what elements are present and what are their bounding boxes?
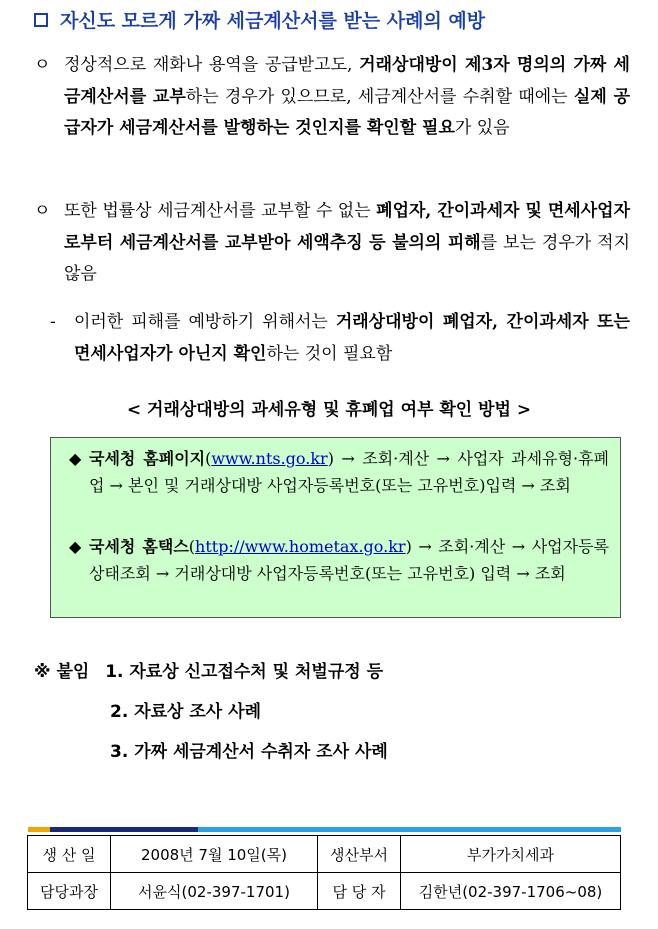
check-method-box	[50, 437, 621, 618]
text-run: 정상적으로 재화나 용역을 공급받고도,	[64, 55, 360, 75]
method-item-1-text	[89, 446, 609, 499]
method-item-2	[69, 534, 609, 587]
diamond-bullet-icon: ◆	[69, 449, 82, 468]
page-title	[34, 6, 485, 33]
circle-bullet: ㅇ	[34, 55, 51, 75]
method-steps: ) → 조회·계산 → 사업자 과세유형·휴폐업 → 본인 및 거래상대방 사업자등록번호(또는 고유번호)입력 → 조회	[89, 449, 609, 495]
attachment-item: 3. 가짜 세금계산서 수취자 조사 사례	[110, 742, 388, 762]
attachment-prefix: ※ 붙임	[34, 662, 90, 682]
paragraph-2	[34, 196, 630, 291]
value-cell: 서윤식(02-397-1701)	[111, 873, 318, 910]
dash-paragraph	[50, 307, 630, 370]
text-run: 하는 경우가 있으므로, 세금계산서를 수취할 때에는	[185, 86, 574, 107]
paragraph-1	[34, 50, 630, 145]
method-item-1	[69, 446, 609, 499]
checkbox-square-icon	[34, 13, 48, 27]
method-steps: ) → 조회·계산 → 사업자등록상태조회 → 거래상대방 사업자등록번호(또는 고유번호) 입력 → 조회	[89, 537, 610, 583]
text-run: 를 보는 경우가 적지 않음	[64, 232, 631, 284]
table-row	[28, 873, 621, 910]
info-table	[27, 835, 621, 910]
hometax-link[interactable]: http://www.hometax.go.kr	[195, 537, 406, 556]
bold-run: 폐업자, 간이과세자 및 면세사업자로부터 세금계산서를 교부받아 세액추징 등 불의의 피해	[64, 201, 630, 253]
value-cell: 부가가치세과	[401, 836, 621, 873]
title-text: 자신도 모르게 가짜 세금계산서를 받는 사례의 예방	[60, 10, 486, 32]
method-item-2-text	[89, 534, 609, 587]
paren: (	[188, 537, 196, 556]
diamond-bullet-icon: ◆	[69, 537, 82, 556]
text-run: 또한 법률상 세금계산서를 교부할 수 없는	[64, 201, 377, 221]
nts-link[interactable]: www.nts.go.kr	[211, 449, 328, 468]
bold-run: 실제 공급자가 세금계산서를 발행하는 것인지를 확인할 필요	[64, 86, 630, 138]
method-name: 국세청 홈페이지	[89, 449, 206, 468]
dash-bullet: -	[50, 312, 56, 332]
attachment-item: 2. 자료상 조사 사례	[110, 702, 261, 722]
bold-run: 거래상대방이 폐업자, 간이과세자 또는 면세사업자가 아닌지 확인	[74, 312, 630, 364]
text-run: 하는 것이 필요함	[266, 343, 393, 364]
text-run: 이러한 피해를 예방하기 위해서는	[74, 312, 336, 332]
paragraph-2-text	[64, 196, 630, 291]
paren: (	[205, 449, 212, 468]
text-run: 가 있음	[454, 118, 510, 138]
paragraph-1-text	[64, 50, 630, 145]
label-cell: 생산부서	[318, 836, 401, 873]
bold-run: 거래상대방이 제3자 명의의 가짜 세금계산서를 교부	[64, 55, 630, 107]
attachment-line-1	[34, 657, 383, 682]
label-cell: 생 산 일	[28, 836, 111, 873]
method-name: 국세청 홈택스	[89, 537, 189, 556]
label-cell: 담 당 자	[318, 873, 401, 910]
value-cell: 김한년(02-397-1706~08)	[401, 873, 621, 910]
circle-bullet: ㅇ	[34, 201, 51, 221]
attachment-line-2	[110, 697, 261, 722]
label-cell: 담당과장	[28, 873, 111, 910]
value-cell: 2008년 7월 10일(목)	[111, 836, 318, 873]
table-row	[28, 836, 621, 873]
attachment-item: 1. 자료상 신고접수처 및 처벌규정 등	[105, 662, 384, 682]
dash-paragraph-text	[74, 307, 630, 370]
section-subheading: < 거래상대방의 과세유형 및 휴폐업 여부 확인 방법 >	[126, 400, 532, 420]
color-divider-bar	[28, 827, 621, 832]
attachment-line-3	[110, 737, 388, 762]
